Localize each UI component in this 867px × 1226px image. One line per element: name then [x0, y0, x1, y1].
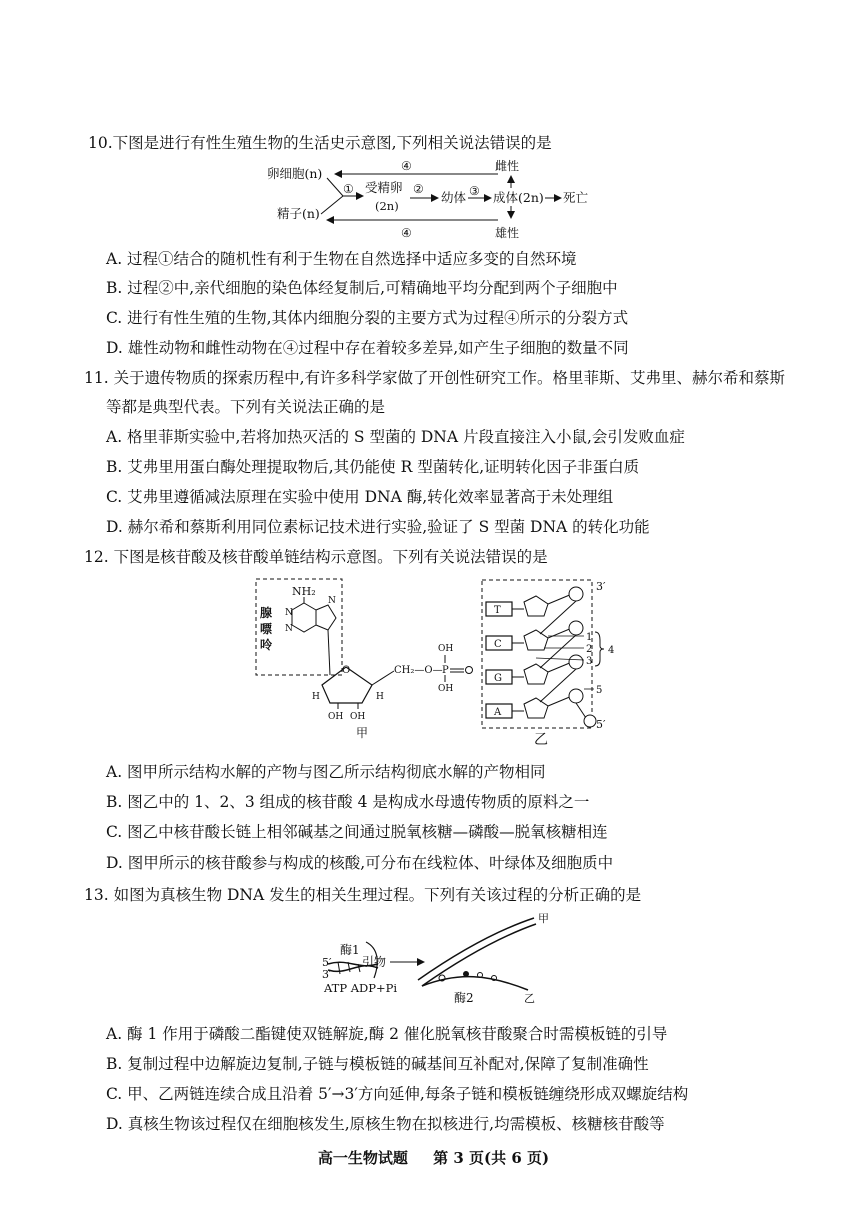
- q11-option-b: B. 艾弗里用蛋白酶处理提取物后,其仍能使 R 型菌转化,证明转化因子非蛋白质: [106, 458, 640, 476]
- footer-page-number: 第 3 页(共 6 页): [433, 1149, 550, 1167]
- enzyme1-label: 酶1: [340, 943, 360, 957]
- q12-option-a: A. 图甲所示结构水解的产物与图乙所示结构彻底水解的产物相同: [106, 763, 546, 781]
- q10-option-c: C. 进行有性生殖的生物,其体内细胞分裂的主要方式为过程④所示的分裂方式: [106, 309, 629, 327]
- num-4: 4: [608, 645, 615, 656]
- n-label-1: N: [285, 608, 293, 618]
- step3-label: ③: [469, 184, 480, 198]
- q13-option-b: B. 复制过程中边解旋边复制,子链与模板链的碱基间互补配对,保障了复制准确性: [106, 1055, 649, 1073]
- q13-option-d: D. 真核生物该过程仅在细胞核发生,原核生物在拟核进行,均需模板、核糖核苷酸等: [106, 1115, 665, 1133]
- step1-label: ①: [343, 182, 354, 196]
- female-label: 雌性: [495, 159, 520, 173]
- q11-stem-line2: 等都是典型代表。下列有关说法正确的是: [106, 398, 386, 416]
- step4-bottom: ④: [401, 226, 412, 240]
- five-prime-label: 5′: [322, 956, 332, 969]
- nucleotide-chain-yi: [478, 578, 628, 748]
- q11-option-d: D. 赫尔希和蔡斯利用同位素标记技术进行实验,验证了 S 型菌 DNA 的转化功能: [106, 518, 650, 536]
- ring-o-label: O: [342, 665, 351, 676]
- enzyme2-label: 酶2: [454, 991, 474, 1005]
- page-footer: [0, 1147, 867, 1168]
- base-c: C: [494, 639, 502, 650]
- yi-label: 乙: [524, 992, 535, 1005]
- end-top-label: 3′: [596, 580, 606, 593]
- footer-subject: 高一生物试题: [317, 1149, 408, 1167]
- oh-label-2: OH: [350, 712, 366, 722]
- q13-stem: 13. 如图为真核生物 DNA 发生的相关生理过程。下列有关该过程的分析正确的是: [84, 886, 642, 904]
- n-label-2: N: [285, 624, 293, 634]
- egg-label: 卵细胞(n): [267, 166, 323, 181]
- q10-option-d: D. 雄性动物和雌性动物在④过程中存在着较多差异,如产生子细胞的数量不同: [106, 339, 629, 357]
- q11-option-a: A. 格里菲斯实验中,若将加热灭活的 S 型菌的 DNA 片段直接注入小鼠,会引发败血症: [106, 428, 685, 446]
- q11-stem-line1: 11. 关于遗传物质的探索历程中,有许多科学家做了开创性研究工作。格里菲斯、艾弗里、赫尔希和蔡斯: [84, 369, 786, 387]
- oh-bottom-label: OH: [438, 684, 454, 694]
- q10-option-a: A. 过程①结合的随机性有利于生物在自然选择中适应多变的自然环境: [106, 250, 577, 268]
- n-label-3: N: [328, 596, 336, 606]
- base-name-3: 呤: [260, 638, 273, 652]
- ch2-o-label: CH₂—O—: [394, 665, 443, 676]
- q13-option-c: C. 甲、乙两链连续合成且沿着 5′→3′方向延伸,每条子链和模板链缠绕形成双螺旋结构: [106, 1085, 689, 1103]
- num-1: 1: [586, 632, 593, 643]
- adult-label: 成体(2n): [493, 190, 544, 205]
- label-yi: 乙: [534, 732, 548, 748]
- nucleotide-structure-jia: [250, 575, 480, 745]
- zygote-ploidy: (2n): [375, 199, 399, 213]
- oh-top-label: OH: [438, 644, 454, 654]
- base-a: A: [494, 707, 502, 718]
- num-2: 2: [586, 644, 593, 655]
- jia-label: 甲: [538, 912, 549, 925]
- num-3: 3: [586, 656, 593, 667]
- life-cycle-diagram: [255, 158, 615, 240]
- base-name-2: 嘌: [260, 622, 273, 636]
- chain-unit-t: [486, 587, 583, 616]
- label-jia: 甲: [356, 726, 369, 740]
- q10-stem: 10.下图是进行有性生殖生物的生活史示意图,下列相关说法错误的是: [88, 134, 552, 152]
- bracket-4: [595, 632, 604, 666]
- p-label: P: [442, 665, 449, 676]
- q12-option-b: B. 图乙中的 1、2、3 组成的核苷酸 4 是构成水母遗传物质的原料之一: [106, 793, 590, 811]
- zygote-label: 受精卵: [365, 180, 403, 195]
- q10-option-b: B. 过程②中,亲代细胞的染色体经复制后,可精确地平均分配到两个子细胞中: [106, 279, 618, 297]
- q12-stem: 12. 下图是核苷酸及核苷酸单链结构示意图。下列有关说法错误的是: [84, 548, 548, 566]
- juvenile-label: 幼体: [441, 190, 467, 205]
- h-label-1: H: [312, 692, 320, 702]
- step2-label: ②: [413, 182, 424, 196]
- q12-option-c: C. 图乙中核苷酸长链上相邻碱基之间通过脱氧核糖—磷酸—脱氧核糖相连: [106, 823, 608, 841]
- energy-label: ATP ADP+Pi: [324, 981, 398, 995]
- male-label: 雄性: [495, 226, 520, 240]
- nh2-label: NH₂: [292, 585, 316, 598]
- base-g: G: [494, 673, 502, 684]
- three-prime-label: 3′: [322, 968, 332, 981]
- base-name-1: 腺: [260, 606, 273, 620]
- h-label-2: H: [376, 692, 384, 702]
- step4-top: ④: [401, 159, 412, 173]
- num-5: 5: [596, 685, 603, 696]
- primer-label: 引物: [362, 955, 387, 969]
- base-t: T: [494, 605, 501, 616]
- death-label: 死亡: [563, 190, 589, 205]
- q13-option-a: A. 酶 1 作用于磷酸二酯键使双链解旋,酶 2 催化脱氧核苷酸聚合时需模板链的引导: [106, 1025, 668, 1043]
- q11-option-c: C. 艾弗里遵循减法原理在实验中使用 DNA 酶,转化效率显著高于未处理组: [106, 488, 614, 506]
- q12-option-d: D. 图甲所示的核苷酸参与构成的核酸,可分布在线粒体、叶绿体及细胞质中: [106, 854, 614, 872]
- dna-replication-diagram: [318, 912, 558, 1012]
- sperm-label: 精子(n): [277, 206, 320, 221]
- end-bottom-label: 5′: [596, 718, 606, 731]
- oh-label-1: OH: [328, 712, 344, 722]
